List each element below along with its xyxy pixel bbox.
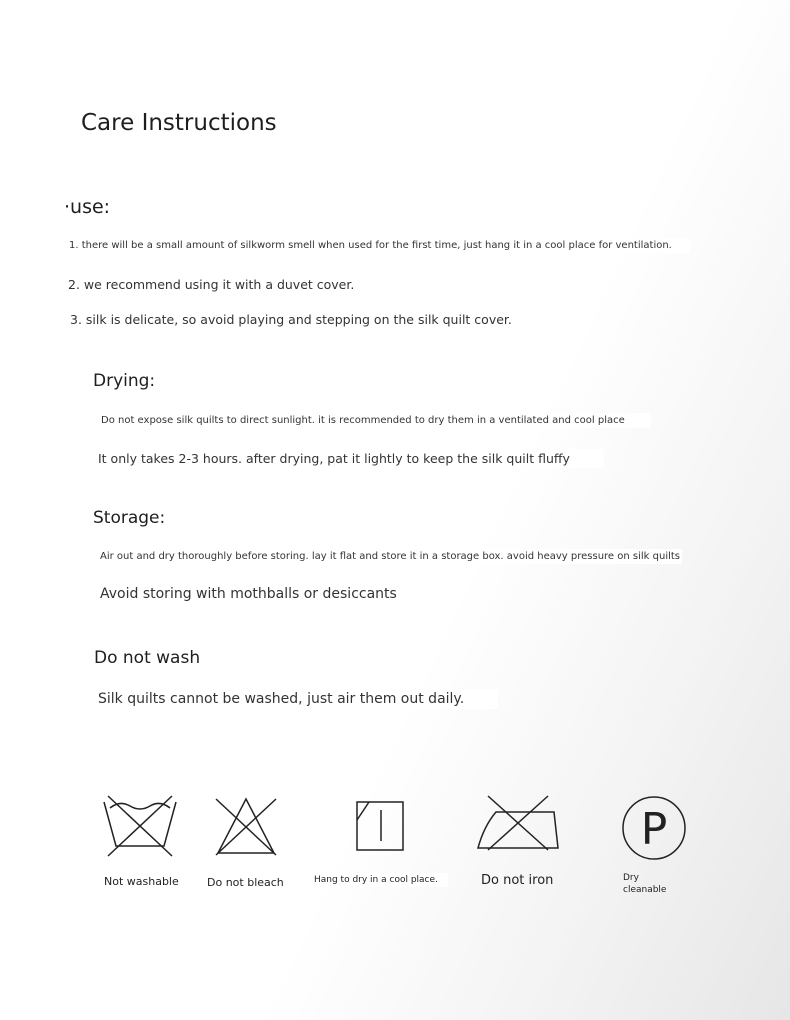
- do-not-wash-icon: [102, 794, 178, 858]
- care-label-dry-line2: cleanable: [623, 885, 667, 895]
- use-item-1: 1. there will be a small amount of silkworm smell when used for the first time, just hang it in a cool place for ventilation.: [65, 238, 690, 253]
- page-title: Care Instructions: [81, 110, 277, 136]
- section-heading-drying: Drying:: [93, 371, 156, 391]
- care-label-do-not-bleach: Do not bleach: [207, 876, 284, 889]
- dry-clean-p-icon: [620, 795, 688, 861]
- wash-item-1: Silk quilts cannot be washed, just air them out daily.: [94, 689, 498, 709]
- care-label-dry-cleanable: [623, 872, 666, 896]
- storage-item-2: Avoid storing with mothballs or desiccants: [100, 586, 397, 602]
- storage-item-1: Air out and dry thoroughly before storing. lay it flat and store it in a storage box. avoid heavy pressure on silk quilts: [96, 549, 682, 564]
- care-label-dry-line1: Dry: [623, 873, 639, 883]
- drying-item-2: It only takes 2-3 hours. after drying, pat it lightly to keep the silk quilt fluffy: [94, 449, 604, 468]
- drying-item-1: Do not expose silk quilts to direct sunlight. it is recommended to dry them in a ventilated and cool place: [97, 413, 651, 428]
- section-heading-use: ·use:: [64, 196, 111, 218]
- do-not-iron-icon: [476, 794, 560, 852]
- care-label-not-washable: Not washable: [104, 875, 179, 888]
- do-not-bleach-icon: [214, 797, 278, 857]
- dry-clean-symbol: P: [640, 804, 668, 855]
- section-heading-storage: Storage:: [93, 508, 166, 528]
- care-label-do-not-iron: Do not iron: [481, 873, 554, 888]
- section-heading-wash: Do not wash: [94, 648, 201, 668]
- hang-dry-shade-icon: [354, 799, 406, 853]
- use-item-2: 2. we recommend using it with a duvet cover.: [68, 277, 355, 292]
- use-item-3: 3. silk is delicate, so avoid playing and stepping on the silk quilt cover.: [70, 312, 512, 327]
- care-label-hang-dry: Hang to dry in a cool place.: [310, 873, 448, 887]
